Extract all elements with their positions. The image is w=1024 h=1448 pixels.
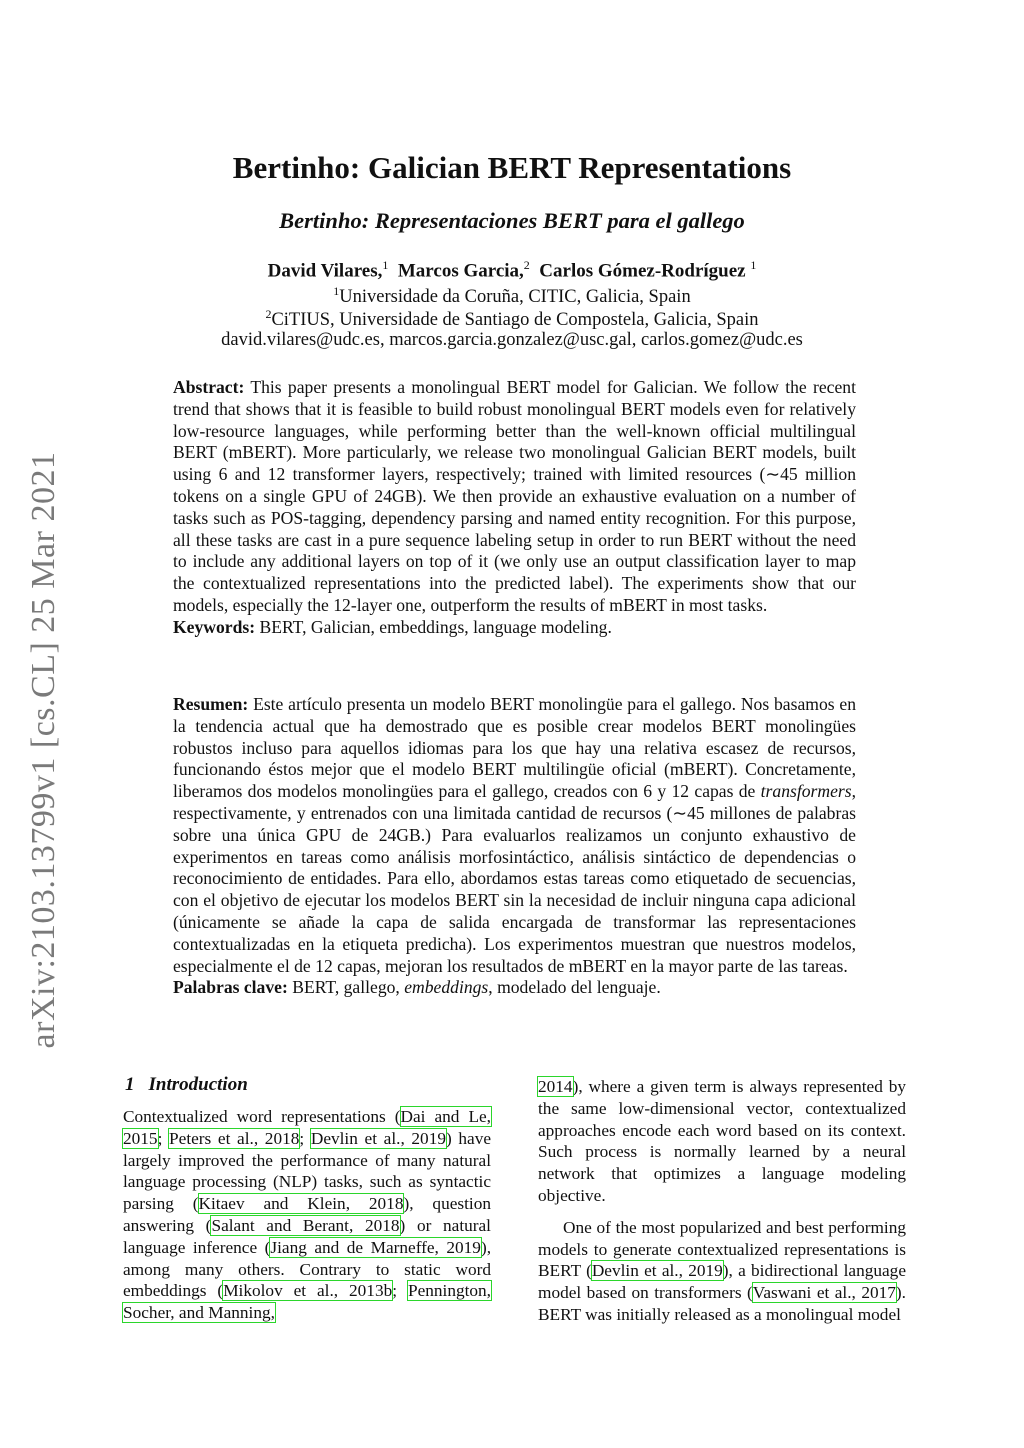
body-text: ), among many others. Contrary to static word embeddings (	[123, 1237, 492, 1301]
paper-subtitle: Bertinho: Representaciones BERT para el gallego	[279, 208, 745, 233]
author-affil-mark: 2	[523, 258, 530, 272]
resumen-label: Resumen:	[173, 694, 249, 714]
affiliation	[0, 284, 1024, 308]
keywords-label: Keywords:	[173, 616, 256, 637]
citation-link[interactable]: Pennington, Socher, and Manning,	[123, 1281, 492, 1323]
citation-link[interactable]: Kitaev and Klein, 2018	[198, 1194, 404, 1214]
author-emails: david.vilares@udc.es, marcos.garcia.gonzalez@usc.gal, carlos.gomez@udc.es	[221, 330, 803, 350]
body-text: Contextualized word representations (	[123, 1107, 401, 1126]
section-title: Introduction	[148, 1074, 248, 1095]
citation-link[interactable]: Vaswani et al., 2017	[752, 1283, 896, 1303]
citation-link[interactable]: 2014	[538, 1077, 573, 1096]
affiliation-text: Universidade da Coruña, CITIC, Galicia, Spain	[339, 287, 691, 308]
body-text: ), question answering (	[123, 1194, 491, 1235]
body-text: ) have largely improved the performance of many natural language processing (NLP) tasks, such as syntactic parsing (	[123, 1128, 492, 1214]
abstract	[173, 377, 856, 639]
body-text: ;	[299, 1128, 311, 1148]
author-name: Carlos Gómez-Rodríguez	[539, 260, 746, 282]
keywords-text: BERT, Galician, embeddings, language modeling.	[259, 616, 612, 637]
author-list	[0, 258, 1024, 282]
palabras-clave-text: , modelado del lenguaje.	[488, 977, 661, 998]
body-text: ) or natural language inference (	[123, 1215, 491, 1257]
palabras-clave-label: Palabras clave:	[173, 977, 288, 998]
author-name: Marcos Garcia,	[397, 260, 524, 282]
affiliation-text: CiTIUS, Universidade de Santiago de Compostela, Galicia, Spain	[271, 310, 759, 331]
resumen-italic: transformers	[760, 781, 852, 802]
affiliation-mark: 1	[333, 284, 340, 298]
citation-link[interactable]: Devlin et al., 2019	[591, 1261, 723, 1281]
resumen-text: , respectivamente, y entrenados con una limitada cantidad de recursos (∼45 millones de palabras sobre una única GPU de 24GB.) Para evaluarlos realizamos un conjunto exhaustivo de experimentos en tareas como análisis morfosintáctico, análisis sintáctico de dependencias o reconocimiento de entidades. Para ello, abordamos estas tareas como etiquetado de secuencias, con el objetivo de ejecutar los modelos BERT sin la necesidad de incluir ninguna capa adicional (únicamente se añade la capa de salida encargada de transformar las representaciones contextualizadas en la etiqueta predicha). Los experimentos muestran que nuestros modelos, especialmente el de 12 capas, mejoran los resultados de mBERT en la mayor parte de las tareas.	[173, 781, 856, 976]
section-number: 1	[125, 1074, 135, 1095]
citation-link[interactable]: Peters et al., 2018	[169, 1128, 300, 1148]
body-text: ;	[392, 1281, 408, 1301]
body-text: ), where a given term is always represented by the same low-dimensional vector, contextualized approaches encode each word based on its context. Such process is normally learned by a neural network that optimizes a language modeling objective.	[538, 1077, 906, 1205]
intro-paragraph	[538, 1217, 906, 1326]
citation-link[interactable]: Dai and Le, 2015	[123, 1107, 491, 1148]
affiliation	[0, 307, 1024, 331]
citation-link[interactable]: Devlin et al., 2019	[310, 1128, 446, 1148]
author-affil-mark: 1	[750, 258, 757, 272]
section-heading	[125, 1074, 248, 1096]
abstract-label: Abstract:	[173, 377, 245, 397]
palabras-clave-italic: embeddings	[404, 977, 489, 998]
arxiv-label: arXiv:2103.13799v1 [cs.CL] 25 Mar 2021	[25, 451, 62, 1049]
arxiv-identifier	[14, 450, 74, 1050]
citation-link[interactable]: Mikolov et al., 2013b	[223, 1281, 393, 1301]
resumen-text: Este artículo presenta un modelo BERT monolingüe para el gallego. Nos basamos en la tendencia actual que ha demostrado que es posible crear modelos BERT monolingües robustos incluso para aquellos idiomas para los que hay una relativa escasez de recursos, funcionando éstos mejor que el modelo BERT multilingüe oficial (mBERT). Concretamente, liberamos dos modelos monolingües para el gallego, creados con 6 y 12 capas de	[173, 694, 856, 802]
citation-link[interactable]: Salant and Berant, 2018	[211, 1215, 400, 1235]
palabras-clave-text: BERT, gallego,	[292, 977, 400, 998]
abstract-text: This paper presents a monolingual BERT model for Galician. We follow the recent trend that shows that it is feasible to build robust monolingual BERT models even for relatively low-resource languages, while performing better than the well-known official multilingual BERT (mBERT). More particularly, we release two monolingual Galician BERT models, built using 6 and 12 transformer layers, respectively; trained with limited resources (∼45 million tokens on a single GPU of 24GB). We then provide an exhaustive evaluation on a number of tasks such as POS-tagging, dependency parsing and named entity recognition. For this purpose, all these tasks are cast in a pure sequence labeling setup in order to run BERT without the need to include any additional layers on top of it (we only use an output classification layer to map the contextualized representations into the predicted label). The experiments show that our models, especially the 12-layer one, outperform the results of mBERT in most tasks.	[173, 377, 856, 615]
author-affil-mark: 1	[382, 258, 389, 272]
intro-right-column	[538, 1076, 906, 1326]
intro-paragraph	[123, 1106, 491, 1324]
author-name: David Vilares,	[267, 260, 383, 282]
citation-link[interactable]: Jiang and de Marneffe, 2019	[270, 1237, 481, 1257]
body-text: ). BERT was initially released as a monolingual model	[538, 1283, 906, 1324]
body-text: One of the most popularized and best performing models to generate contextualized representations is BERT (	[538, 1217, 906, 1281]
body-text: ), a bidirectional language model based on transformers (	[538, 1261, 906, 1303]
paper-title: Bertinho: Galician BERT Representations	[232, 150, 792, 185]
body-text: ;	[157, 1128, 170, 1148]
affiliation-mark: 2	[265, 307, 272, 321]
intro-paragraph	[538, 1076, 906, 1207]
intro-left-column	[123, 1106, 491, 1324]
resumen	[173, 694, 856, 999]
